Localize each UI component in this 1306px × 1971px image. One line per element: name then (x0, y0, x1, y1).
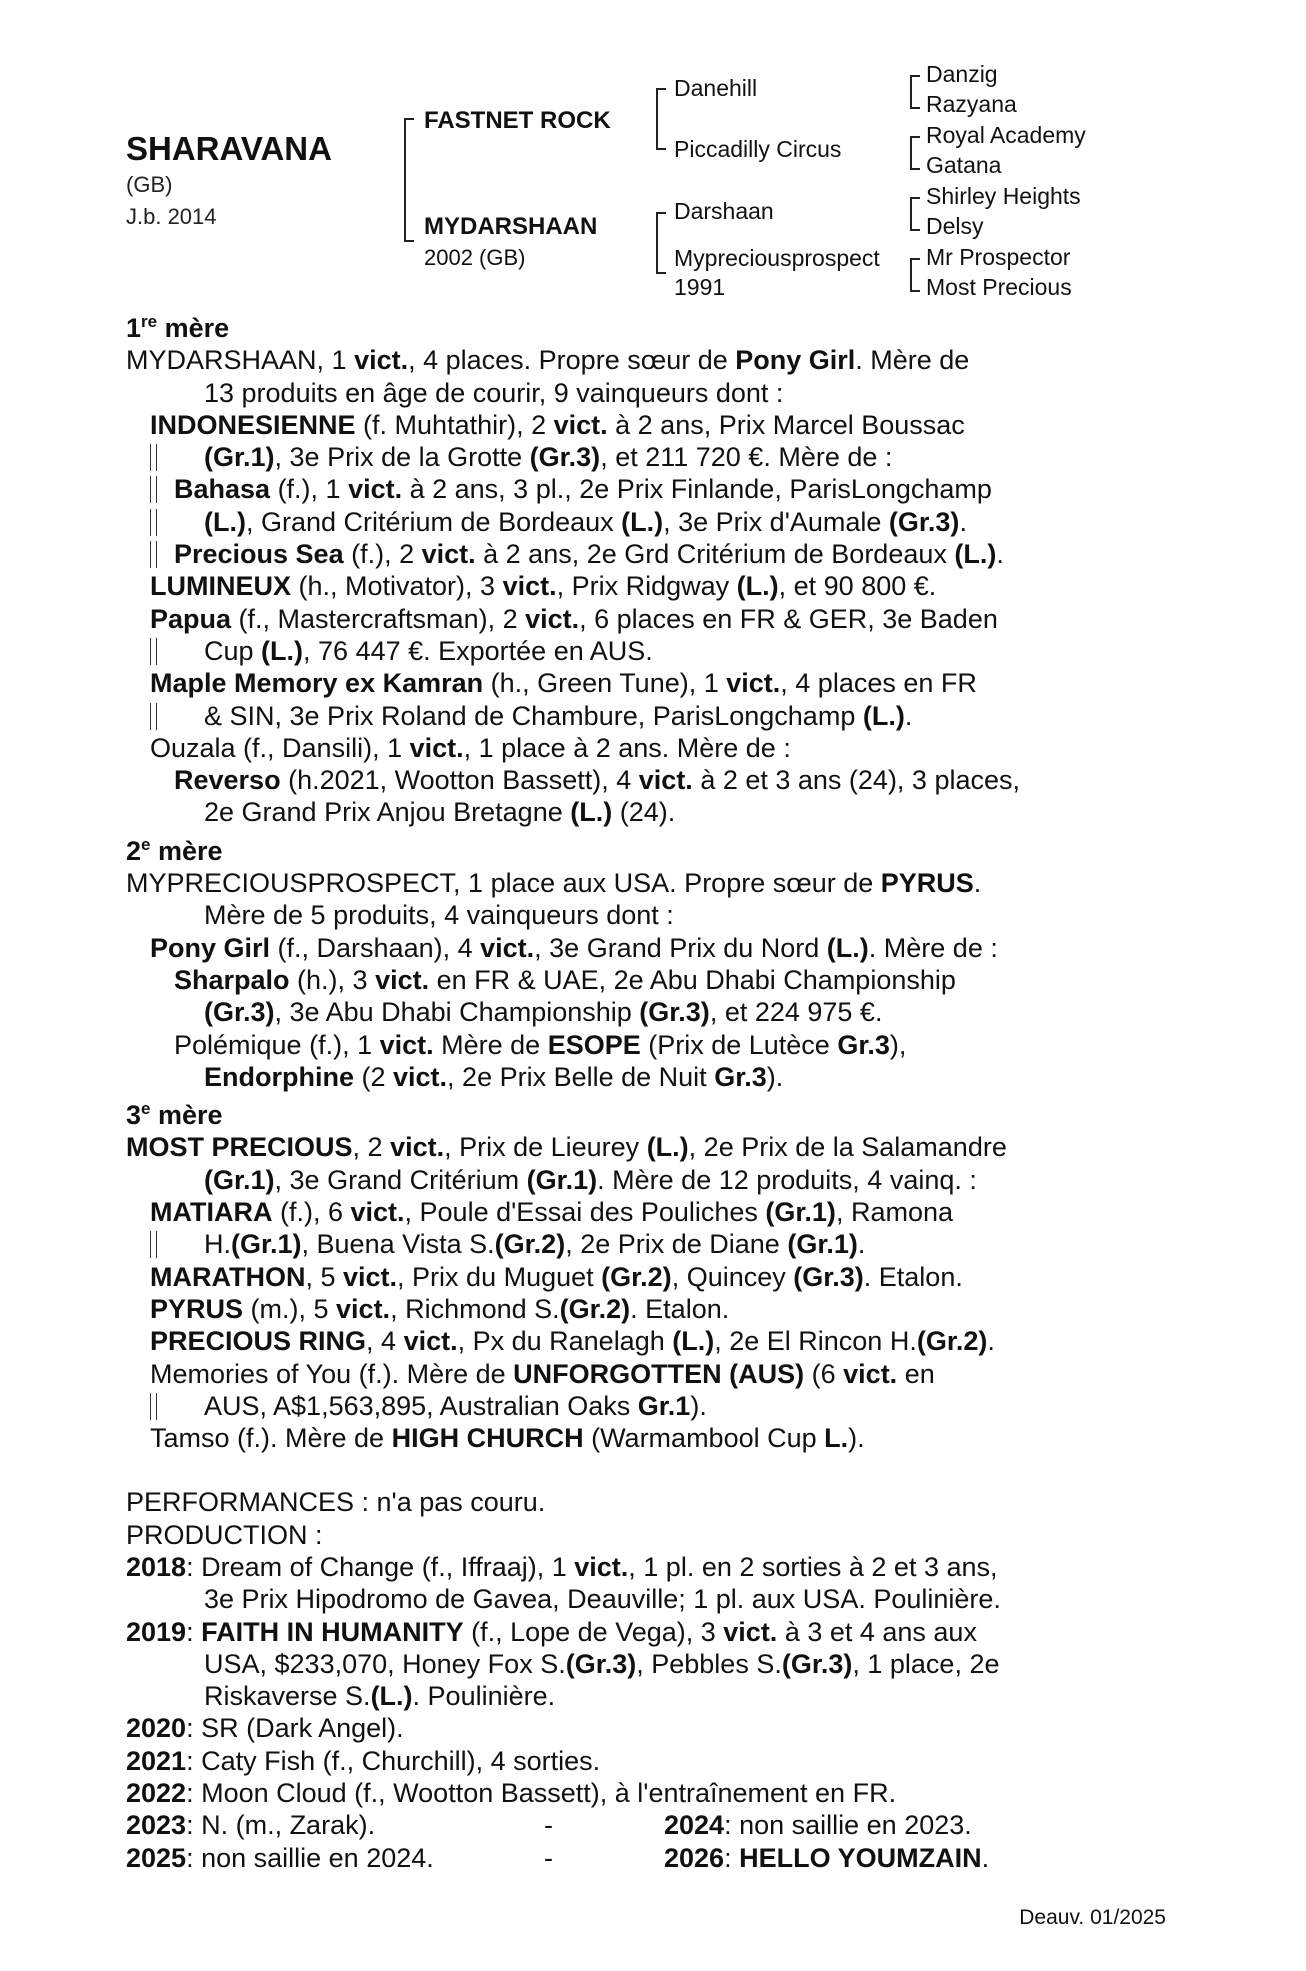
horse-details: J.b. 2014 (126, 204, 217, 229)
text-line: INDONESIENNE (f. Muhtathir), 2 vict. à 2 ans, Prix Marcel Boussac (150, 409, 965, 440)
production-col: 2026: HELLO YOUMZAIN. (664, 1842, 990, 1873)
text-line: 2019: FAITH IN HUMANITY (f., Lope de Vega), 3 vict. à 3 et 4 ans aux (126, 1616, 977, 1647)
text-line: 2018: Dream of Change (f., Iffraaj), 1 vict., 1 pl. en 2 sorties à 2 et 3 ans, (126, 1551, 998, 1582)
branch-marker (150, 1231, 157, 1258)
text-line: Endorphine (2 vict., 2e Prix Belle de Nuit Gr.3). (204, 1061, 784, 1092)
text-line: Cup (L.), 76 447 €. Exportée en AUS. (126, 635, 1166, 667)
text-line: Memories of You (f.). Mère de UNFORGOTTEN (AUS) (6 vict. en (150, 1358, 935, 1389)
pedigree-g3-6: Delsy (926, 213, 984, 239)
text-line: Maple Memory ex Kamran (h., Green Tune), 1 vict., 4 places en FR (150, 668, 977, 699)
pedigree-bracket-2 (656, 88, 666, 150)
text-line: Tamso (f.). Mère de HIGH CHURCH (Warmambool Cup L.). (150, 1423, 865, 1454)
pedigree-bracket-4 (910, 75, 920, 109)
pedigree-sire: FASTNET ROCK (424, 107, 611, 134)
text-line: (L.), Grand Critérium de Bordeaux (L.), 3e Prix d'Aumale (Gr.3). (126, 506, 1166, 538)
text-line: 3e Prix Hipodromo de Gavea, Deauville; 1 pl. aux USA. Poulinière. (204, 1584, 1001, 1615)
branch-marker (150, 541, 157, 568)
pedigree-g3-3: Royal Academy (926, 122, 1086, 148)
text-line: MATIARA (f.), 6 vict., Poule d'Essai des Pouliches (Gr.1), Ramona (150, 1197, 953, 1228)
text-line: 2e Grand Prix Anjou Bretagne (L.) (24). (204, 797, 676, 828)
production-col: 2023: N. (m., Zarak). (126, 1810, 376, 1841)
text-line: & SIN, 3e Prix Roland de Chambure, ParisLongchamp (L.). (126, 700, 1166, 732)
pedigree-bracket-7 (910, 258, 920, 292)
text-line: H.(Gr.1), Buena Vista S.(Gr.2), 2e Prix de Diane (Gr.1). (126, 1228, 1166, 1260)
pedigree-sire-sire: Danehill (674, 75, 758, 101)
pedigree-dam-info: 2002 (GB) (424, 245, 526, 270)
spacer (126, 1454, 1166, 1486)
text-line: Riskaverse S.(L.). Poulinière. (204, 1681, 556, 1712)
text-line: Sharpalo (h.), 3 vict. en FR & UAE, 2e Abu Dhabi Championship (174, 964, 956, 995)
pedigree-dam-dam: Mypreciousprospect (674, 245, 880, 271)
branch-marker (150, 638, 157, 665)
production-col: 2025: non saillie en 2024. (126, 1842, 434, 1873)
production-line (126, 1809, 1166, 1841)
branch-marker (150, 509, 157, 536)
pedigree-g3-2: Razyana (926, 91, 1017, 117)
production-col: - (544, 1810, 553, 1841)
pedigree-g3-5: Shirley Heights (926, 183, 1081, 209)
production-col: - (544, 1842, 553, 1873)
section-heading-first-dam: 1re mère (126, 312, 230, 343)
production-line (126, 1842, 1166, 1874)
branch-marker (150, 444, 157, 471)
horse-origin: (GB) (126, 172, 173, 197)
pedigree-g3-4: Gatana (926, 152, 1002, 178)
text-line: Bahasa (f.), 1 vict. à 2 ans, 3 pl., 2e Prix Finlande, ParisLongchamp (126, 473, 1166, 505)
text-line: Papua (f., Mastercraftsman), 2 vict., 6 places en FR & GER, 3e Baden (150, 603, 998, 634)
text-line: 2021: Caty Fish (f., Churchill), 4 sorties. (126, 1745, 601, 1776)
text-line: Mère de 5 produits, 4 vainqueurs dont : (204, 900, 674, 931)
text-line: Reverso (h.2021, Wootton Bassett), 4 vict. à 2 et 3 ans (24), 3 places, (174, 765, 1021, 796)
text-line: MARATHON, 5 vict., Prix du Muguet (Gr.2), Quincey (Gr.3). Etalon. (150, 1261, 963, 1292)
text-line: (Gr.1), 3e Prix de la Grotte (Gr.3), et 211 720 €. Mère de : (126, 441, 1166, 473)
pedigree-dam-sire: Darshaan (674, 198, 774, 224)
pedigree-bracket-3 (656, 212, 666, 274)
text-line: 2022: Moon Cloud (f., Wootton Bassett), à l'entraînement en FR. (126, 1778, 897, 1809)
family-text (126, 306, 1166, 1874)
production-col: 2024: non saillie en 2023. (664, 1810, 972, 1841)
pedigree-g3-8: Most Precious (926, 274, 1072, 300)
horse-name: SHARAVANA (126, 130, 332, 167)
pedigree-dam: MYDARSHAAN (424, 213, 598, 240)
pedigree-dam-dam-year: 1991 (674, 274, 726, 300)
pedigree-g3-1: Danzig (926, 61, 998, 87)
text-line: Ouzala (f., Dansili), 1 vict., 1 place à 2 ans. Mère de : (150, 732, 791, 763)
section-heading-second-dam: 2e mère (126, 834, 223, 866)
text-line: PERFORMANCES : n'a pas couru. (126, 1487, 546, 1518)
pedigree-bracket-5 (910, 136, 920, 170)
text-line: 2020: SR (Dark Angel). (126, 1713, 404, 1744)
text-line: MYPRECIOUSPROSPECT, 1 place aux USA. Propre sœur de PYRUS. (126, 868, 982, 899)
pedigree-bracket-1 (404, 118, 414, 242)
text-line: AUS, A$1,563,895, Australian Oaks Gr.1). (126, 1390, 1166, 1422)
text-line: Pony Girl (f., Darshaan), 4 vict., 3e Grand Prix du Nord (L.). Mère de : (150, 932, 998, 963)
text-line: MYDARSHAAN, 1 vict., 4 places. Propre sœur de Pony Girl. Mère de (126, 345, 970, 376)
branch-marker (150, 703, 157, 730)
text-line: PYRUS (m.), 5 vict., Richmond S.(Gr.2). Etalon. (150, 1293, 730, 1324)
text-line: Polémique (f.), 1 vict. Mère de ESOPE (Prix de Lutèce Gr.3), (174, 1029, 907, 1060)
section-heading-third-dam: 3e mère (126, 1099, 223, 1131)
branch-marker (150, 476, 157, 503)
text-line: LUMINEUX (h., Motivator), 3 vict., Prix Ridgway (L.), et 90 800 €. (150, 571, 937, 602)
text-line: USA, $233,070, Honey Fox S.(Gr.3), Pebbles S.(Gr.3), 1 place, 2e (204, 1648, 1000, 1679)
pedigree-g3-7: Mr Prospector (926, 244, 1071, 270)
text-line: PRODUCTION : (126, 1519, 323, 1550)
text-line: Precious Sea (f.), 2 vict. à 2 ans, 2e Grd Critérium de Bordeaux (L.). (126, 538, 1166, 570)
text-line: 13 produits en âge de courir, 9 vainqueurs dont : (204, 377, 784, 408)
pedigree-bracket-6 (910, 197, 920, 231)
text-line: PRECIOUS RING, 4 vict., Px du Ranelagh (L.), 2e El Rincon H.(Gr.2). (150, 1326, 995, 1357)
footer-ref: Deauv. 01/2025 (1019, 1906, 1166, 1929)
text-line: (Gr.1), 3e Grand Critérium (Gr.1). Mère de 12 produits, 4 vainq. : (204, 1164, 977, 1195)
branch-marker (150, 1393, 157, 1420)
text-line: MOST PRECIOUS, 2 vict., Prix de Lieurey (L.), 2e Prix de la Salamandre (126, 1132, 1007, 1163)
text-line: (Gr.3), 3e Abu Dhabi Championship (Gr.3), et 224 975 €. (204, 997, 883, 1028)
pedigree-sire-dam: Piccadilly Circus (674, 136, 842, 162)
